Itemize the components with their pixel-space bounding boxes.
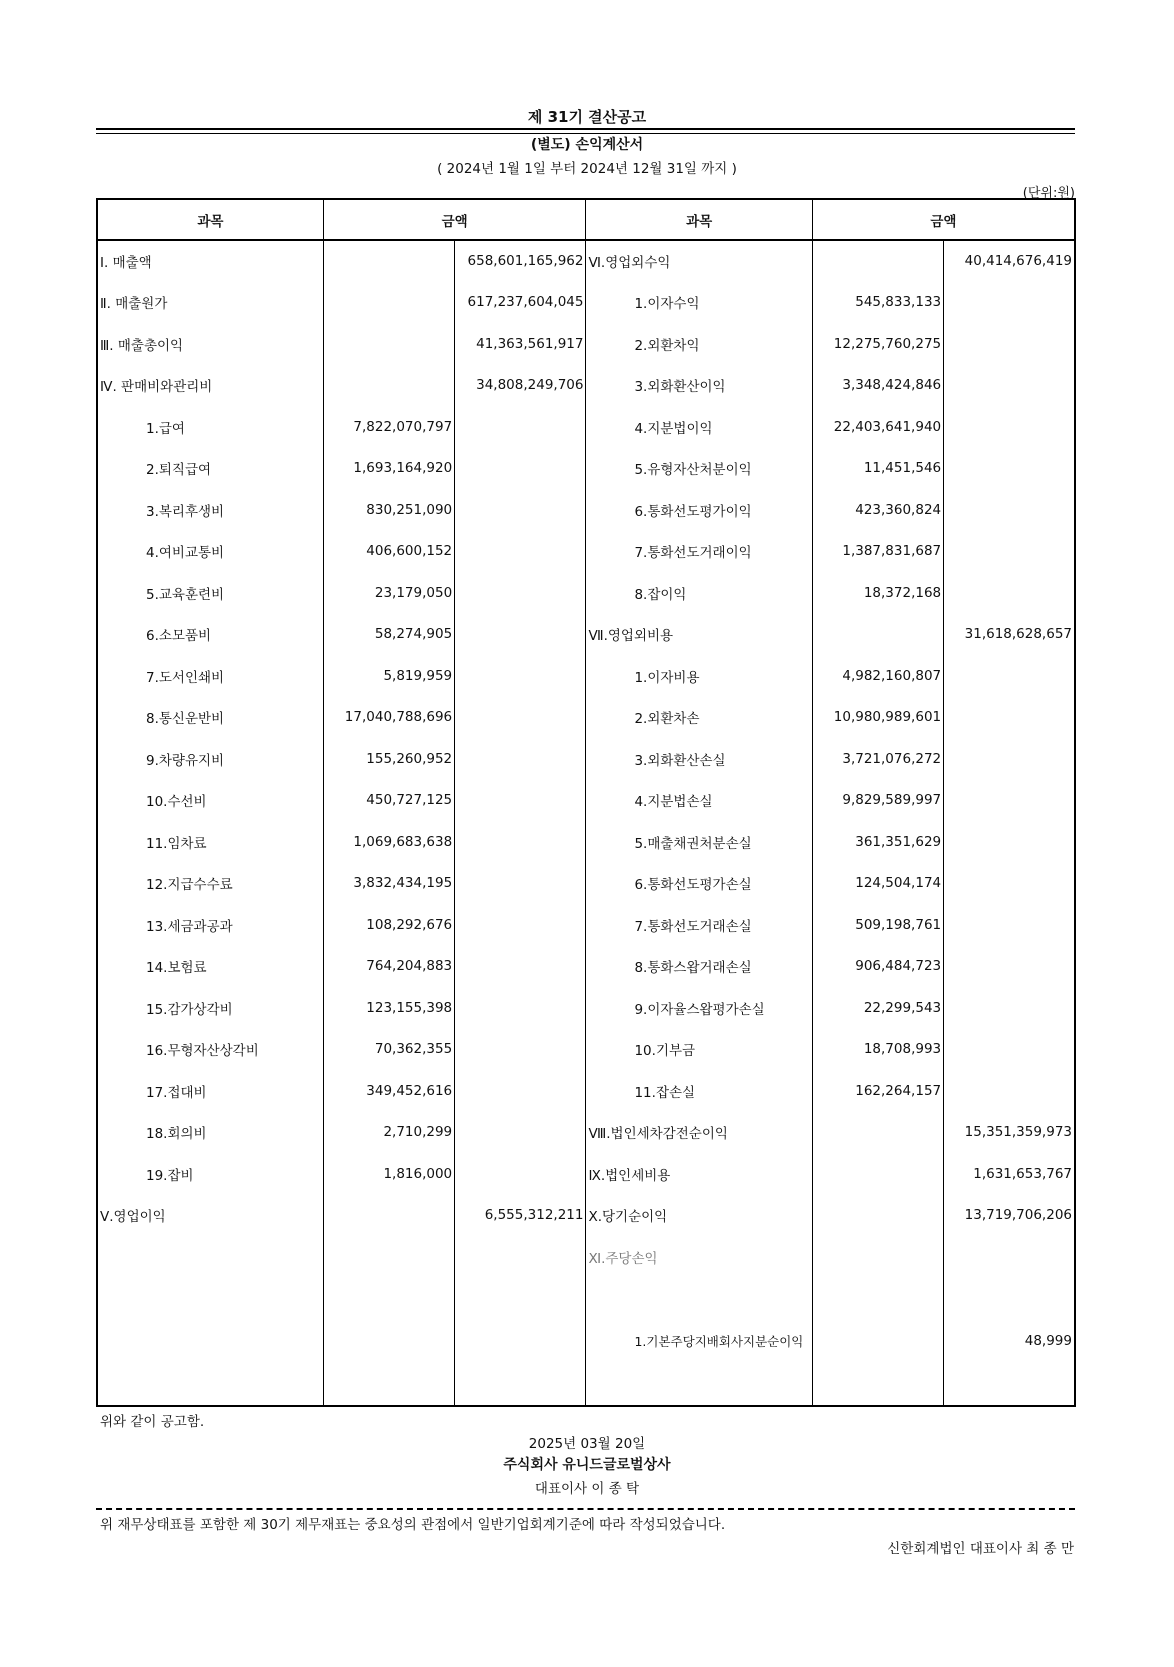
left-item-total-amount	[455, 448, 586, 490]
audit-statement: 위 재무상태표를 포함한 제 30기 제무재표는 중요성의 관점에서 일반기업회계기준에 따라 작성되었습니다.	[100, 1517, 726, 1533]
table-row	[97, 1195, 1075, 1237]
left-item-sub-amount: 450,727,125	[323, 780, 454, 822]
left-item-label: 2.퇴직급여	[97, 448, 323, 490]
right-item-total-amount	[944, 531, 1075, 573]
right-item-label: Ⅵ.영업외수익	[586, 240, 812, 282]
left-item-label: 6.소모품비	[97, 614, 323, 656]
left-item-label: 11.임차료	[97, 821, 323, 863]
table-row	[97, 987, 1075, 1029]
table-row	[97, 1236, 1075, 1278]
col-amount-left: 금액	[323, 199, 586, 240]
right-item-total-amount	[944, 904, 1075, 946]
left-item-sub-amount: 23,179,050	[323, 572, 454, 614]
left-item-label: 9.차량유지비	[97, 738, 323, 780]
table-row	[97, 738, 1075, 780]
table-row	[97, 904, 1075, 946]
right-item-label: 5.유형자산처분이익	[586, 448, 812, 490]
left-item-label: 1.급여	[97, 406, 323, 448]
table-row	[97, 780, 1075, 822]
right-item-label: 6.통화선도평가손실	[586, 863, 812, 905]
left-item-label: 4.여비교통비	[97, 531, 323, 573]
right-item-total-amount	[944, 946, 1075, 988]
right-item-sub-amount: 3,348,424,846	[812, 365, 943, 407]
left-item-label	[97, 1236, 323, 1278]
left-item-label: 7.도서인쇄비	[97, 655, 323, 697]
table-row	[97, 489, 1075, 531]
right-item-label: 11.잡손실	[586, 1070, 812, 1112]
right-item-label: Ⅶ.영업외비용	[586, 614, 812, 656]
right-item-label: 3.외화환산손실	[586, 738, 812, 780]
left-item-sub-amount: 406,600,152	[323, 531, 454, 573]
left-item-sub-amount	[323, 365, 454, 407]
left-item-total-amount: 617,237,604,045	[455, 282, 586, 324]
table-row	[97, 240, 1075, 282]
left-item-sub-amount: 123,155,398	[323, 987, 454, 1029]
left-item-label: 12.지급수수료	[97, 863, 323, 905]
left-item-sub-amount	[323, 1278, 454, 1407]
table-row	[97, 614, 1075, 656]
right-item-label: 6.통화선도평가이익	[586, 489, 812, 531]
right-item-label: 2.외환차손	[586, 697, 812, 739]
right-item-total-amount	[944, 1236, 1075, 1278]
right-item-sub-amount: 22,299,543	[812, 987, 943, 1029]
left-item-total-amount	[455, 531, 586, 573]
table-row	[97, 406, 1075, 448]
right-item-total-amount: 31,618,628,657	[944, 614, 1075, 656]
right-item-label: 4.지분법이익	[586, 406, 812, 448]
right-item-total-amount	[944, 821, 1075, 863]
right-item-sub-amount	[812, 1195, 943, 1237]
right-item-total-amount	[944, 1029, 1075, 1071]
left-item-total-amount	[455, 697, 586, 739]
left-item-label: Ⅰ. 매출액	[97, 240, 323, 282]
left-item-sub-amount: 58,274,905	[323, 614, 454, 656]
left-item-total-amount	[455, 1278, 586, 1407]
left-item-label: 14.보험료	[97, 946, 323, 988]
left-item-sub-amount: 2,710,299	[323, 1112, 454, 1154]
col-amount-right: 금액	[812, 199, 1075, 240]
table-row	[97, 282, 1075, 324]
right-item-sub-amount	[812, 240, 943, 282]
right-item-sub-amount	[812, 1112, 943, 1154]
right-item-total-amount	[944, 448, 1075, 490]
right-item-sub-amount: 22,403,641,940	[812, 406, 943, 448]
left-item-sub-amount	[323, 240, 454, 282]
table-row	[97, 863, 1075, 905]
right-item-sub-amount: 4,982,160,807	[812, 655, 943, 697]
left-item-total-amount	[455, 572, 586, 614]
left-item-sub-amount: 349,452,616	[323, 1070, 454, 1112]
right-item-sub-amount: 9,829,589,997	[812, 780, 943, 822]
left-item-total-amount	[455, 863, 586, 905]
table-row	[97, 1112, 1075, 1154]
right-item-sub-amount: 18,372,168	[812, 572, 943, 614]
right-item-total-amount	[944, 489, 1075, 531]
notice-statement: 위와 같이 공고함.	[100, 1414, 205, 1430]
right-item-total-amount	[944, 863, 1075, 905]
left-item-label: 3.복리후생비	[97, 489, 323, 531]
right-item-label: 7.통화선도거래이익	[586, 531, 812, 573]
right-item-total-amount: 1,631,653,767	[944, 1153, 1075, 1195]
statement-title: (별도) 손익계산서	[530, 137, 644, 153]
left-item-total-amount: 34,808,249,706	[455, 365, 586, 407]
right-item-label: 1.기본주당지배회사지분순이익	[586, 1278, 812, 1407]
right-item-label: 2.외환차익	[586, 323, 812, 365]
right-item-label: 8.통화스왑거래손실	[586, 946, 812, 988]
notice-title: 제 31기 결산공고	[527, 108, 647, 126]
left-item-total-amount	[455, 614, 586, 656]
right-item-label: Ⅸ.법인세비용	[586, 1153, 812, 1195]
table-header-row	[97, 199, 1075, 240]
left-item-sub-amount: 1,693,164,920	[323, 448, 454, 490]
right-item-sub-amount: 11,451,546	[812, 448, 943, 490]
right-item-total-amount	[944, 323, 1075, 365]
right-item-total-amount	[944, 697, 1075, 739]
right-item-label: 1.이자비용	[586, 655, 812, 697]
left-item-total-amount	[455, 489, 586, 531]
right-item-sub-amount: 18,708,993	[812, 1029, 943, 1071]
right-item-sub-amount: 423,360,824	[812, 489, 943, 531]
left-item-sub-amount: 764,204,883	[323, 946, 454, 988]
left-item-label: 8.통신운반비	[97, 697, 323, 739]
right-item-sub-amount: 12,275,760,275	[812, 323, 943, 365]
currency-unit: (단위:원)	[1022, 186, 1075, 201]
right-item-total-amount: 40,414,676,419	[944, 240, 1075, 282]
left-item-sub-amount: 155,260,952	[323, 738, 454, 780]
left-item-sub-amount	[323, 1195, 454, 1237]
left-item-label: 19.잡비	[97, 1153, 323, 1195]
left-item-total-amount	[455, 1236, 586, 1278]
right-item-label: 5.매출채권처분손실	[586, 821, 812, 863]
left-item-sub-amount	[323, 323, 454, 365]
left-item-label: Ⅱ. 매출원가	[97, 282, 323, 324]
right-item-sub-amount: 162,264,157	[812, 1070, 943, 1112]
right-item-sub-amount	[812, 1278, 943, 1407]
table-row	[97, 946, 1075, 988]
left-item-sub-amount	[323, 1236, 454, 1278]
left-item-total-amount: 6,555,312,211	[455, 1195, 586, 1237]
left-item-total-amount: 658,601,165,962	[455, 240, 586, 282]
left-item-label	[97, 1278, 323, 1407]
left-item-sub-amount: 830,251,090	[323, 489, 454, 531]
table-row	[97, 697, 1075, 739]
left-item-label: 17.접대비	[97, 1070, 323, 1112]
right-item-total-amount	[944, 780, 1075, 822]
right-item-label: 3.외화환산이익	[586, 365, 812, 407]
right-item-label: 1.이자수익	[586, 282, 812, 324]
left-item-total-amount	[455, 780, 586, 822]
left-item-total-amount: 41,363,561,917	[455, 323, 586, 365]
right-item-label: Ⅺ.주당손익	[586, 1236, 812, 1278]
left-item-label: 13.세금과공과	[97, 904, 323, 946]
left-item-label: Ⅴ.영업이익	[97, 1195, 323, 1237]
table-row	[97, 323, 1075, 365]
table-row	[97, 1153, 1075, 1195]
income-statement-table	[96, 198, 1076, 1407]
left-item-total-amount	[455, 1029, 586, 1071]
left-item-total-amount	[455, 1112, 586, 1154]
right-item-label: 7.통화선도거래손실	[586, 904, 812, 946]
right-item-sub-amount: 509,198,761	[812, 904, 943, 946]
left-item-sub-amount: 1,069,683,638	[323, 821, 454, 863]
table-row	[97, 1029, 1075, 1071]
right-item-label: 8.잡이익	[586, 572, 812, 614]
right-item-sub-amount: 906,484,723	[812, 946, 943, 988]
left-item-total-amount	[455, 738, 586, 780]
right-item-total-amount	[944, 655, 1075, 697]
right-item-total-amount	[944, 572, 1075, 614]
right-item-total-amount	[944, 365, 1075, 407]
right-item-sub-amount	[812, 1236, 943, 1278]
left-item-sub-amount: 108,292,676	[323, 904, 454, 946]
left-item-total-amount	[455, 1153, 586, 1195]
left-item-label: 16.무형자산상각비	[97, 1029, 323, 1071]
left-item-sub-amount: 7,822,070,797	[323, 406, 454, 448]
left-item-sub-amount: 5,819,959	[323, 655, 454, 697]
left-item-total-amount	[455, 655, 586, 697]
right-item-sub-amount	[812, 1153, 943, 1195]
left-item-total-amount	[455, 821, 586, 863]
right-item-sub-amount: 3,721,076,272	[812, 738, 943, 780]
left-item-label: Ⅳ. 판매비와관리비	[97, 365, 323, 407]
table-row	[97, 1278, 1075, 1407]
right-item-sub-amount: 361,351,629	[812, 821, 943, 863]
left-item-sub-amount: 1,816,000	[323, 1153, 454, 1195]
table-row	[97, 572, 1075, 614]
dashed-divider	[96, 1508, 1075, 1510]
left-item-label: 5.교육훈련비	[97, 572, 323, 614]
auditor-name: 신한회계법인 대표이사 최 종 만	[887, 1541, 1074, 1557]
table-row	[97, 531, 1075, 573]
company-name: 주식회사 유니드글로벌상사	[503, 1457, 671, 1473]
left-item-sub-amount: 3,832,434,195	[323, 863, 454, 905]
right-item-label: 10.기부금	[586, 1029, 812, 1071]
right-item-sub-amount: 10,980,989,601	[812, 697, 943, 739]
right-item-total-amount: 15,351,359,973	[944, 1112, 1075, 1154]
right-item-total-amount: 48,999	[944, 1278, 1075, 1407]
col-subject-right: 과목	[586, 199, 812, 240]
notice-date: 2025년 03월 20일	[528, 1436, 646, 1452]
right-item-total-amount	[944, 987, 1075, 1029]
right-item-sub-amount: 124,504,174	[812, 863, 943, 905]
left-item-label: 10.수선비	[97, 780, 323, 822]
col-subject-left: 과목	[97, 199, 323, 240]
left-item-total-amount	[455, 406, 586, 448]
right-item-sub-amount: 1,387,831,687	[812, 531, 943, 573]
right-item-label: Ⅹ.당기순이익	[586, 1195, 812, 1237]
left-item-total-amount	[455, 904, 586, 946]
right-item-total-amount	[944, 738, 1075, 780]
left-item-total-amount	[455, 987, 586, 1029]
left-item-sub-amount: 17,040,788,696	[323, 697, 454, 739]
right-item-sub-amount: 545,833,133	[812, 282, 943, 324]
right-item-total-amount: 13,719,706,206	[944, 1195, 1075, 1237]
right-item-total-amount	[944, 282, 1075, 324]
left-item-total-amount	[455, 946, 586, 988]
left-item-label: 18.회의비	[97, 1112, 323, 1154]
table-row	[97, 655, 1075, 697]
left-item-label: 15.감가상각비	[97, 987, 323, 1029]
right-item-label: 9.이자율스왑평가손실	[586, 987, 812, 1029]
right-item-total-amount	[944, 1070, 1075, 1112]
left-item-total-amount	[455, 1070, 586, 1112]
right-item-total-amount	[944, 406, 1075, 448]
left-item-sub-amount	[323, 282, 454, 324]
right-item-sub-amount	[812, 614, 943, 656]
left-item-sub-amount: 70,362,355	[323, 1029, 454, 1071]
right-item-label: Ⅷ.법인세차감전순이익	[586, 1112, 812, 1154]
fiscal-period: ( 2024년 1월 1일 부터 2024년 12월 31일 까지 )	[437, 161, 737, 177]
left-item-label: Ⅲ. 매출총이익	[97, 323, 323, 365]
table-row	[97, 365, 1075, 407]
table-row	[97, 448, 1075, 490]
right-item-label: 4.지분법손실	[586, 780, 812, 822]
table-row	[97, 821, 1075, 863]
ceo-name: 대표이사 이 종 탁	[534, 1481, 640, 1497]
table-row	[97, 1070, 1075, 1112]
